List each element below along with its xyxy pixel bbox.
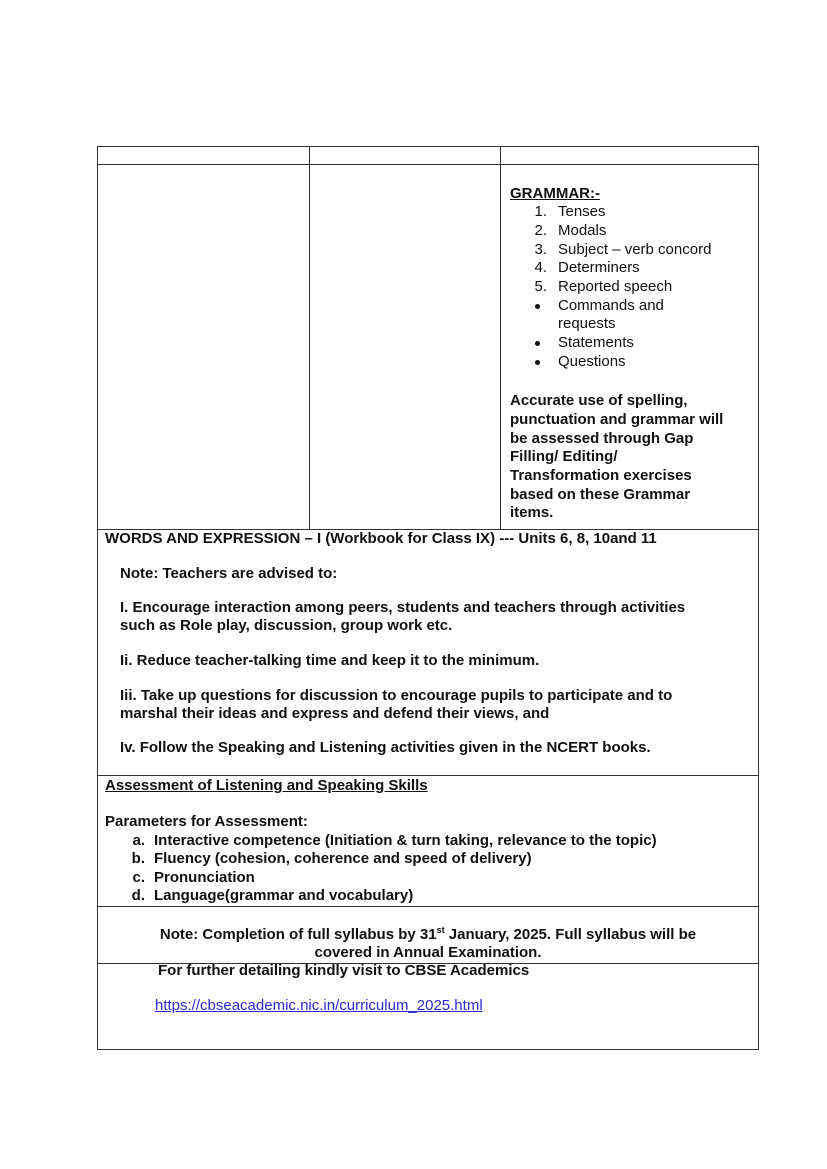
completion-line-1 — [97, 926, 759, 945]
bullet-icon — [535, 341, 540, 346]
curriculum-link[interactable]: https://cbseacademic.nic.in/curriculum_2025.html — [155, 997, 483, 1014]
bullet-icon — [535, 360, 540, 365]
list-number: 4. — [534, 259, 547, 276]
bullet-icon — [535, 304, 540, 309]
completion-line-2: covered in Annual Examination. — [314, 944, 542, 961]
note-point: Iii. Take up questions for discussion to encourage pupils to participate and to — [120, 687, 673, 704]
grammar-assessment-line: be assessed through Gap — [510, 430, 694, 447]
list-item: Pronunciation — [154, 869, 255, 886]
list-item: Subject – verb concord — [558, 241, 712, 258]
params-heading: Parameters for Assessment: — [105, 813, 308, 830]
list-item: Language(grammar and vocabulary) — [154, 887, 414, 904]
note-point: I. Encourage interaction among peers, students and teachers through activities — [120, 599, 686, 616]
list-item: Fluency (cohesion, coherence and speed of delivery) — [154, 850, 532, 867]
note-point: Iv. Follow the Speaking and Listening activities given in the NCERT books. — [120, 739, 651, 756]
note-point: marshal their ideas and express and defend their views, and — [120, 705, 550, 722]
syllabus-table — [97, 146, 759, 1050]
list-item: Interactive competence (Initiation & turn taking, relevance to the topic) — [154, 832, 657, 849]
note-heading: Note: Teachers are advised to: — [120, 565, 338, 582]
list-item: Commands and — [558, 297, 664, 314]
grammar-assessment-line: Accurate use of spelling, — [510, 392, 688, 409]
words-title: WORDS AND EXPRESSION – I (Workbook for Class IX) --- Units 6, 8, 10and 11 — [105, 530, 657, 547]
note-point: such as Role play, discussion, group work etc. — [120, 617, 453, 634]
completion-sup: st — [436, 925, 445, 935]
list-number: 3. — [534, 241, 547, 258]
list-number: 5. — [534, 278, 547, 295]
grammar-heading: GRAMMAR:- — [510, 185, 600, 202]
footer-text: For further detailing kindly visit to CBSE Academics — [158, 962, 530, 979]
grammar-assessment-line: based on these Grammar — [510, 486, 691, 503]
list-item: Statements — [558, 334, 634, 351]
grammar-assessment-line: Transformation exercises — [510, 467, 692, 484]
list-number: 1. — [534, 203, 547, 220]
list-letter: a. — [132, 832, 145, 849]
list-number: 2. — [534, 222, 547, 239]
list-item: Reported speech — [558, 278, 673, 295]
note-point: Ii. Reduce teacher-talking time and keep it to the minimum. — [120, 652, 540, 669]
list-item: requests — [558, 315, 616, 332]
list-item: Modals — [558, 222, 607, 239]
grammar-assessment-line: items. — [510, 504, 554, 521]
grammar-assessment-line: punctuation and grammar will — [510, 411, 724, 428]
assessment-title: Assessment of Listening and Speaking Skills — [105, 777, 428, 794]
list-letter: d. — [131, 887, 145, 904]
completion-pre: Note: Completion of full syllabus by 31 — [159, 926, 437, 943]
list-item: Questions — [558, 353, 626, 370]
list-letter: b. — [131, 850, 145, 867]
list-letter: c. — [132, 869, 145, 886]
list-item: Determiners — [558, 259, 640, 276]
completion-post: January, 2025. Full syllabus will be — [444, 926, 697, 943]
grammar-assessment-line: Filling/ Editing/ — [510, 448, 618, 465]
list-item: Tenses — [558, 203, 606, 220]
